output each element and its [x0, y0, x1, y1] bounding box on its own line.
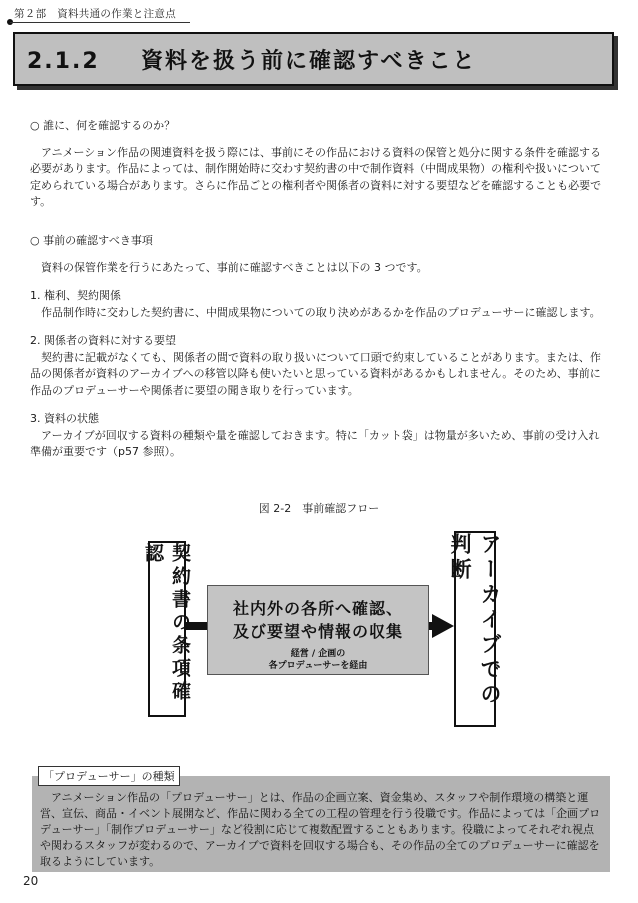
- list-item-title: 2. 関係者の資料に対する要望: [30, 334, 176, 347]
- flow-center-title-line2: 及び要望や情報の収集: [232, 622, 403, 641]
- list-item-title: 3. 資料の状態: [30, 412, 99, 425]
- section-who-what: [30, 118, 610, 211]
- note-label: 「プロデューサー」の種類: [38, 766, 180, 786]
- flow-center-sub: [208, 648, 428, 672]
- figure-caption: 図 2-2 事前確認フロー: [258, 502, 380, 515]
- note-body: アニメーション作品の「プロデューサー」とは、作品の企画立案、資金集め、スタッフや制作環境の構築と運営、宣伝、商品・イベント展開など、作品に関わる全ての工程の管理を行う役職です。作品によっては「企画プロデューサー」「制作プロデューサー」など役割に応じて複数配置することもあります。役職によってそれぞれ視点や関わるスタッフが変わるので、アーカイブで資料を回収する場合も、その作品の全てのプロデューサーに確認を取るようにしています。: [40, 791, 601, 868]
- section-checklist: [30, 233, 610, 461]
- list-item: [30, 288, 610, 321]
- title-number: 2.1.2: [27, 49, 100, 74]
- title-banner: [13, 32, 614, 86]
- flow-box-contract: [142, 541, 191, 717]
- section-intro: 資料の保管作業を行うにあたって、事前に確認すべきことは以下の 3 つです。: [41, 260, 428, 274]
- section-heading: ○ 誰に、何を確認するのか？: [30, 119, 176, 132]
- section-body: アニメーション作品の関連資料を扱う際には、事前にその作品における資料の保管と処分に関する条件を確認する必要があります。作品によっては、制作開始時に交わす契約書の中で制作資料（中間成果物）の権利や扱いについて定められている場合があります。さらに作品ごとの権利者や関係者の資料に対する要望などを確認することも必要です。: [30, 145, 602, 208]
- note-box: [32, 776, 610, 872]
- title-text: 資料を扱う前に確認すべきこと: [140, 49, 477, 74]
- list-item: [30, 333, 610, 399]
- list-item-body: アーカイブが回収する資料の種類や量を確認しておきます。特に「カット袋」は物量が多いため、事前の受け入れ準備が重要です（p57 参照）。: [30, 428, 600, 458]
- page-number: 20: [23, 874, 39, 888]
- list-item-body: 契約書に記載がなくても、関係者の間で資料の取り扱いについて口頭で約束していることがあります。または、作品の関係者が資料のアーカイブへの移管以降も使いたいと思っている資料があるかもしれません。そのため、事前に作品のプロデューサーや関係者に要望の聞き取りを行っています。: [30, 350, 601, 397]
- flow-center-sub-line1: 経営 / 企画の: [290, 649, 346, 659]
- flow-box-archive: [448, 531, 502, 727]
- header-rule: [10, 22, 190, 23]
- flow-center-title-line1: 社内外の各所へ確認、: [232, 599, 403, 618]
- list-item: [30, 411, 610, 461]
- list-item-body: 作品制作時に交わした契約書に、中間成果物についての取り決めがあるかを作品のプロデューサーに確認します。: [41, 305, 601, 319]
- page-title: [27, 44, 477, 75]
- list-item-title: 1. 権利、契約関係: [30, 289, 121, 302]
- section-header: 第２部 資料共通の作業と注意点: [14, 8, 176, 20]
- flow-box-contract-label: 契約書の条項確認: [142, 543, 191, 704]
- flow-center-sub-line2: 各プロデューサーを経由: [268, 661, 368, 671]
- flow-box-archive-label: アーカイブでの判断: [448, 533, 502, 708]
- section-heading: ○ 事前の確認すべき事項: [30, 234, 153, 247]
- flow-box-collect: [207, 585, 429, 675]
